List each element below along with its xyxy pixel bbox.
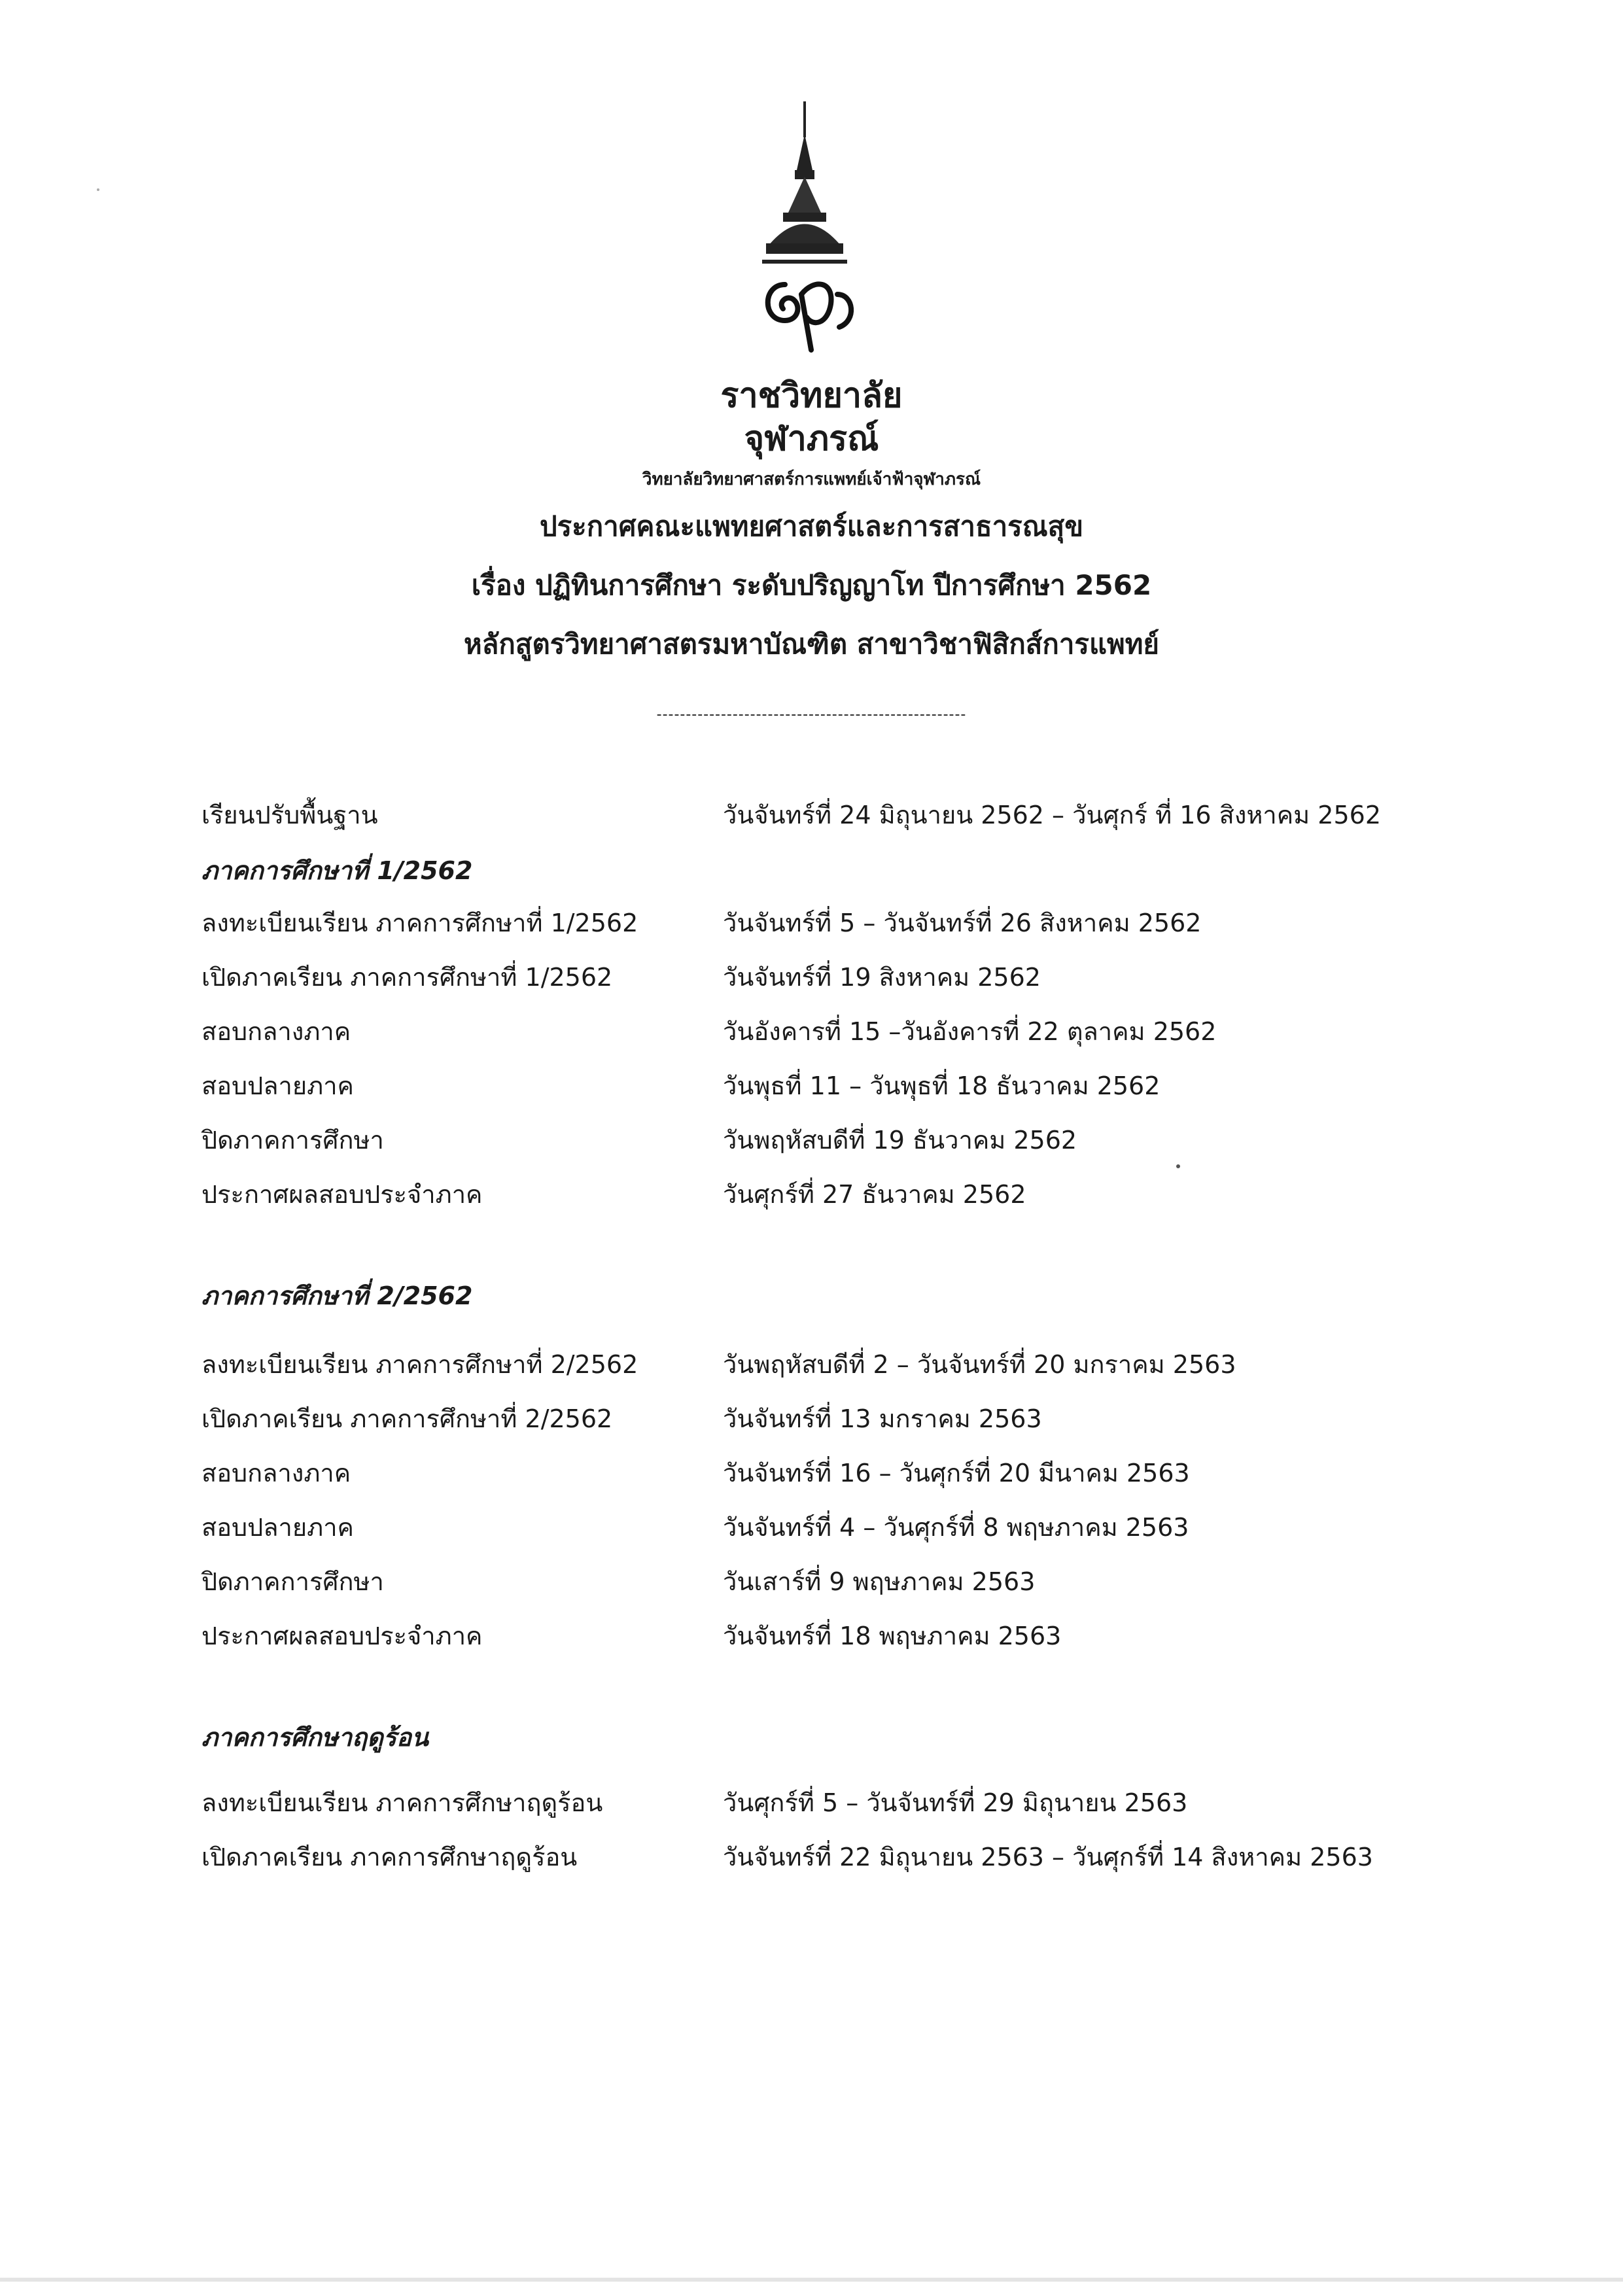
schedule-label: ปิดภาคการศึกษา bbox=[201, 1126, 384, 1155]
semester-heading-summer bbox=[0, 1717, 1623, 1756]
schedule-row bbox=[0, 1561, 1623, 1601]
semester-heading-2 bbox=[0, 1276, 1623, 1315]
schedule-label: ประกาศผลสอบประจำภาค bbox=[201, 1622, 483, 1650]
schedule-label: ลงทะเบียนเรียน ภาคการศึกษาที่ 2/2562 bbox=[201, 1350, 638, 1379]
announcement-subject: เรื่อง ปฏิทินการศึกษา ระดับปริญญาโท ปีการศึกษา 2562 bbox=[471, 569, 1152, 601]
schedule-date: วันจันทร์ที่ 5 – วันจันทร์ที่ 26 สิงหาคม 2562 bbox=[723, 909, 1202, 937]
scan-edge bbox=[0, 2278, 1623, 2282]
divider-line: ----------------------------------------------------- bbox=[656, 706, 967, 723]
crown-emblem-logo bbox=[723, 98, 886, 360]
schedule-row bbox=[0, 1174, 1623, 1213]
schedule-date: วันศุกร์ที่ 27 ธันวาคม 2562 bbox=[723, 1180, 1026, 1209]
program-title: หลักสูตรวิทยาศาสตรมหาบัณฑิต สาขาวิชาฟิสิกส์การแพทย์ bbox=[463, 628, 1160, 660]
announcement-title: ประกาศคณะแพทยศาสตร์และการสาธารณสุข bbox=[539, 510, 1084, 542]
schedule-label: เรียนปรับพื้นฐาน bbox=[201, 801, 378, 829]
schedule-label: ปิดภาคการศึกษา bbox=[201, 1567, 384, 1596]
schedule-label: ลงทะเบียนเรียน ภาคการศึกษาที่ 1/2562 bbox=[201, 909, 638, 937]
schedule-date: วันจันทร์ที่ 18 พฤษภาคม 2563 bbox=[723, 1622, 1062, 1650]
schedule-date: วันพุธที่ 11 – วันพุธที่ 18 ธันวาคม 2562 bbox=[723, 1071, 1161, 1100]
section-heading: ภาคการศึกษาฤดูร้อน bbox=[201, 1723, 428, 1752]
institution-name-line1: ราชวิทยาลัย bbox=[720, 376, 903, 415]
schedule-date: วันอังคารที่ 15 –วันอังคารที่ 22 ตุลาคม 2562 bbox=[723, 1017, 1217, 1046]
schedule-label: สอบปลายภาค bbox=[201, 1513, 354, 1542]
schedule-date: วันเสาร์ที่ 9 พฤษภาคม 2563 bbox=[723, 1567, 1036, 1596]
section-heading: ภาคการศึกษาที่ 2/2562 bbox=[201, 1281, 473, 1310]
schedule-date: วันจันทร์ที่ 13 มกราคม 2563 bbox=[723, 1404, 1042, 1433]
schedule-row bbox=[0, 903, 1623, 942]
schedule-date: วันจันทร์ที่ 19 สิงหาคม 2562 bbox=[723, 963, 1041, 992]
schedule-row bbox=[0, 1399, 1623, 1438]
scan-speck bbox=[97, 188, 99, 191]
schedule-date: วันศุกร์ที่ 5 – วันจันทร์ที่ 29 มิถุนายน 2563 bbox=[723, 1788, 1188, 1817]
scan-speck bbox=[1176, 1164, 1180, 1168]
schedule-row bbox=[0, 1011, 1623, 1051]
schedule-label: ลงทะเบียนเรียน ภาคการศึกษาฤดูร้อน bbox=[201, 1788, 603, 1817]
semester-heading-1 bbox=[0, 850, 1623, 890]
schedule-row bbox=[0, 1066, 1623, 1105]
schedule-date: วันจันทร์ที่ 22 มิถุนายน 2563 – วันศุกร์ที่ 14 สิงหาคม 2563 bbox=[723, 1843, 1373, 1871]
schedule-row bbox=[0, 1507, 1623, 1546]
section-heading: ภาคการศึกษาที่ 1/2562 bbox=[201, 856, 473, 885]
schedule-row bbox=[0, 1783, 1623, 1822]
schedule-row-foundation bbox=[0, 795, 1623, 834]
schedule-row bbox=[0, 1344, 1623, 1383]
schedule-row bbox=[0, 1616, 1623, 1655]
schedule-row bbox=[0, 1120, 1623, 1159]
schedule-label: เปิดภาคเรียน ภาคการศึกษาที่ 2/2562 bbox=[201, 1404, 613, 1433]
schedule-date: วันจันทร์ที่ 4 – วันศุกร์ที่ 8 พฤษภาคม 2563 bbox=[723, 1513, 1189, 1542]
schedule-label: ประกาศผลสอบประจำภาค bbox=[201, 1180, 483, 1209]
institution-name-line2: จุฬาภรณ์ bbox=[744, 419, 879, 459]
schedule-row bbox=[0, 1453, 1623, 1492]
schedule-date: วันพฤหัสบดีที่ 19 ธันวาคม 2562 bbox=[723, 1126, 1077, 1155]
schedule-date: วันจันทร์ที่ 24 มิถุนายน 2562 – วันศุกร์ ที่ 16 สิงหาคม 2562 bbox=[723, 801, 1382, 829]
schedule-row bbox=[0, 1837, 1623, 1876]
schedule-row bbox=[0, 957, 1623, 996]
schedule-label: เปิดภาคเรียน ภาคการศึกษาที่ 1/2562 bbox=[201, 963, 613, 992]
schedule-label: สอบกลางภาค bbox=[201, 1459, 351, 1487]
schedule-date: วันพฤหัสบดีที่ 2 – วันจันทร์ที่ 20 มกราคม 2563 bbox=[723, 1350, 1236, 1379]
schedule-date: วันจันทร์ที่ 16 – วันศุกร์ที่ 20 มีนาคม 2563 bbox=[723, 1459, 1190, 1487]
schedule-label: สอบกลางภาค bbox=[201, 1017, 351, 1046]
institution-subtitle: วิทยาลัยวิทยาศาสตร์การแพทย์เจ้าฟ้าจุฬาภรณ์ bbox=[642, 470, 981, 489]
schedule-label: สอบปลายภาค bbox=[201, 1071, 354, 1100]
schedule-label: เปิดภาคเรียน ภาคการศึกษาฤดูร้อน bbox=[201, 1843, 578, 1871]
